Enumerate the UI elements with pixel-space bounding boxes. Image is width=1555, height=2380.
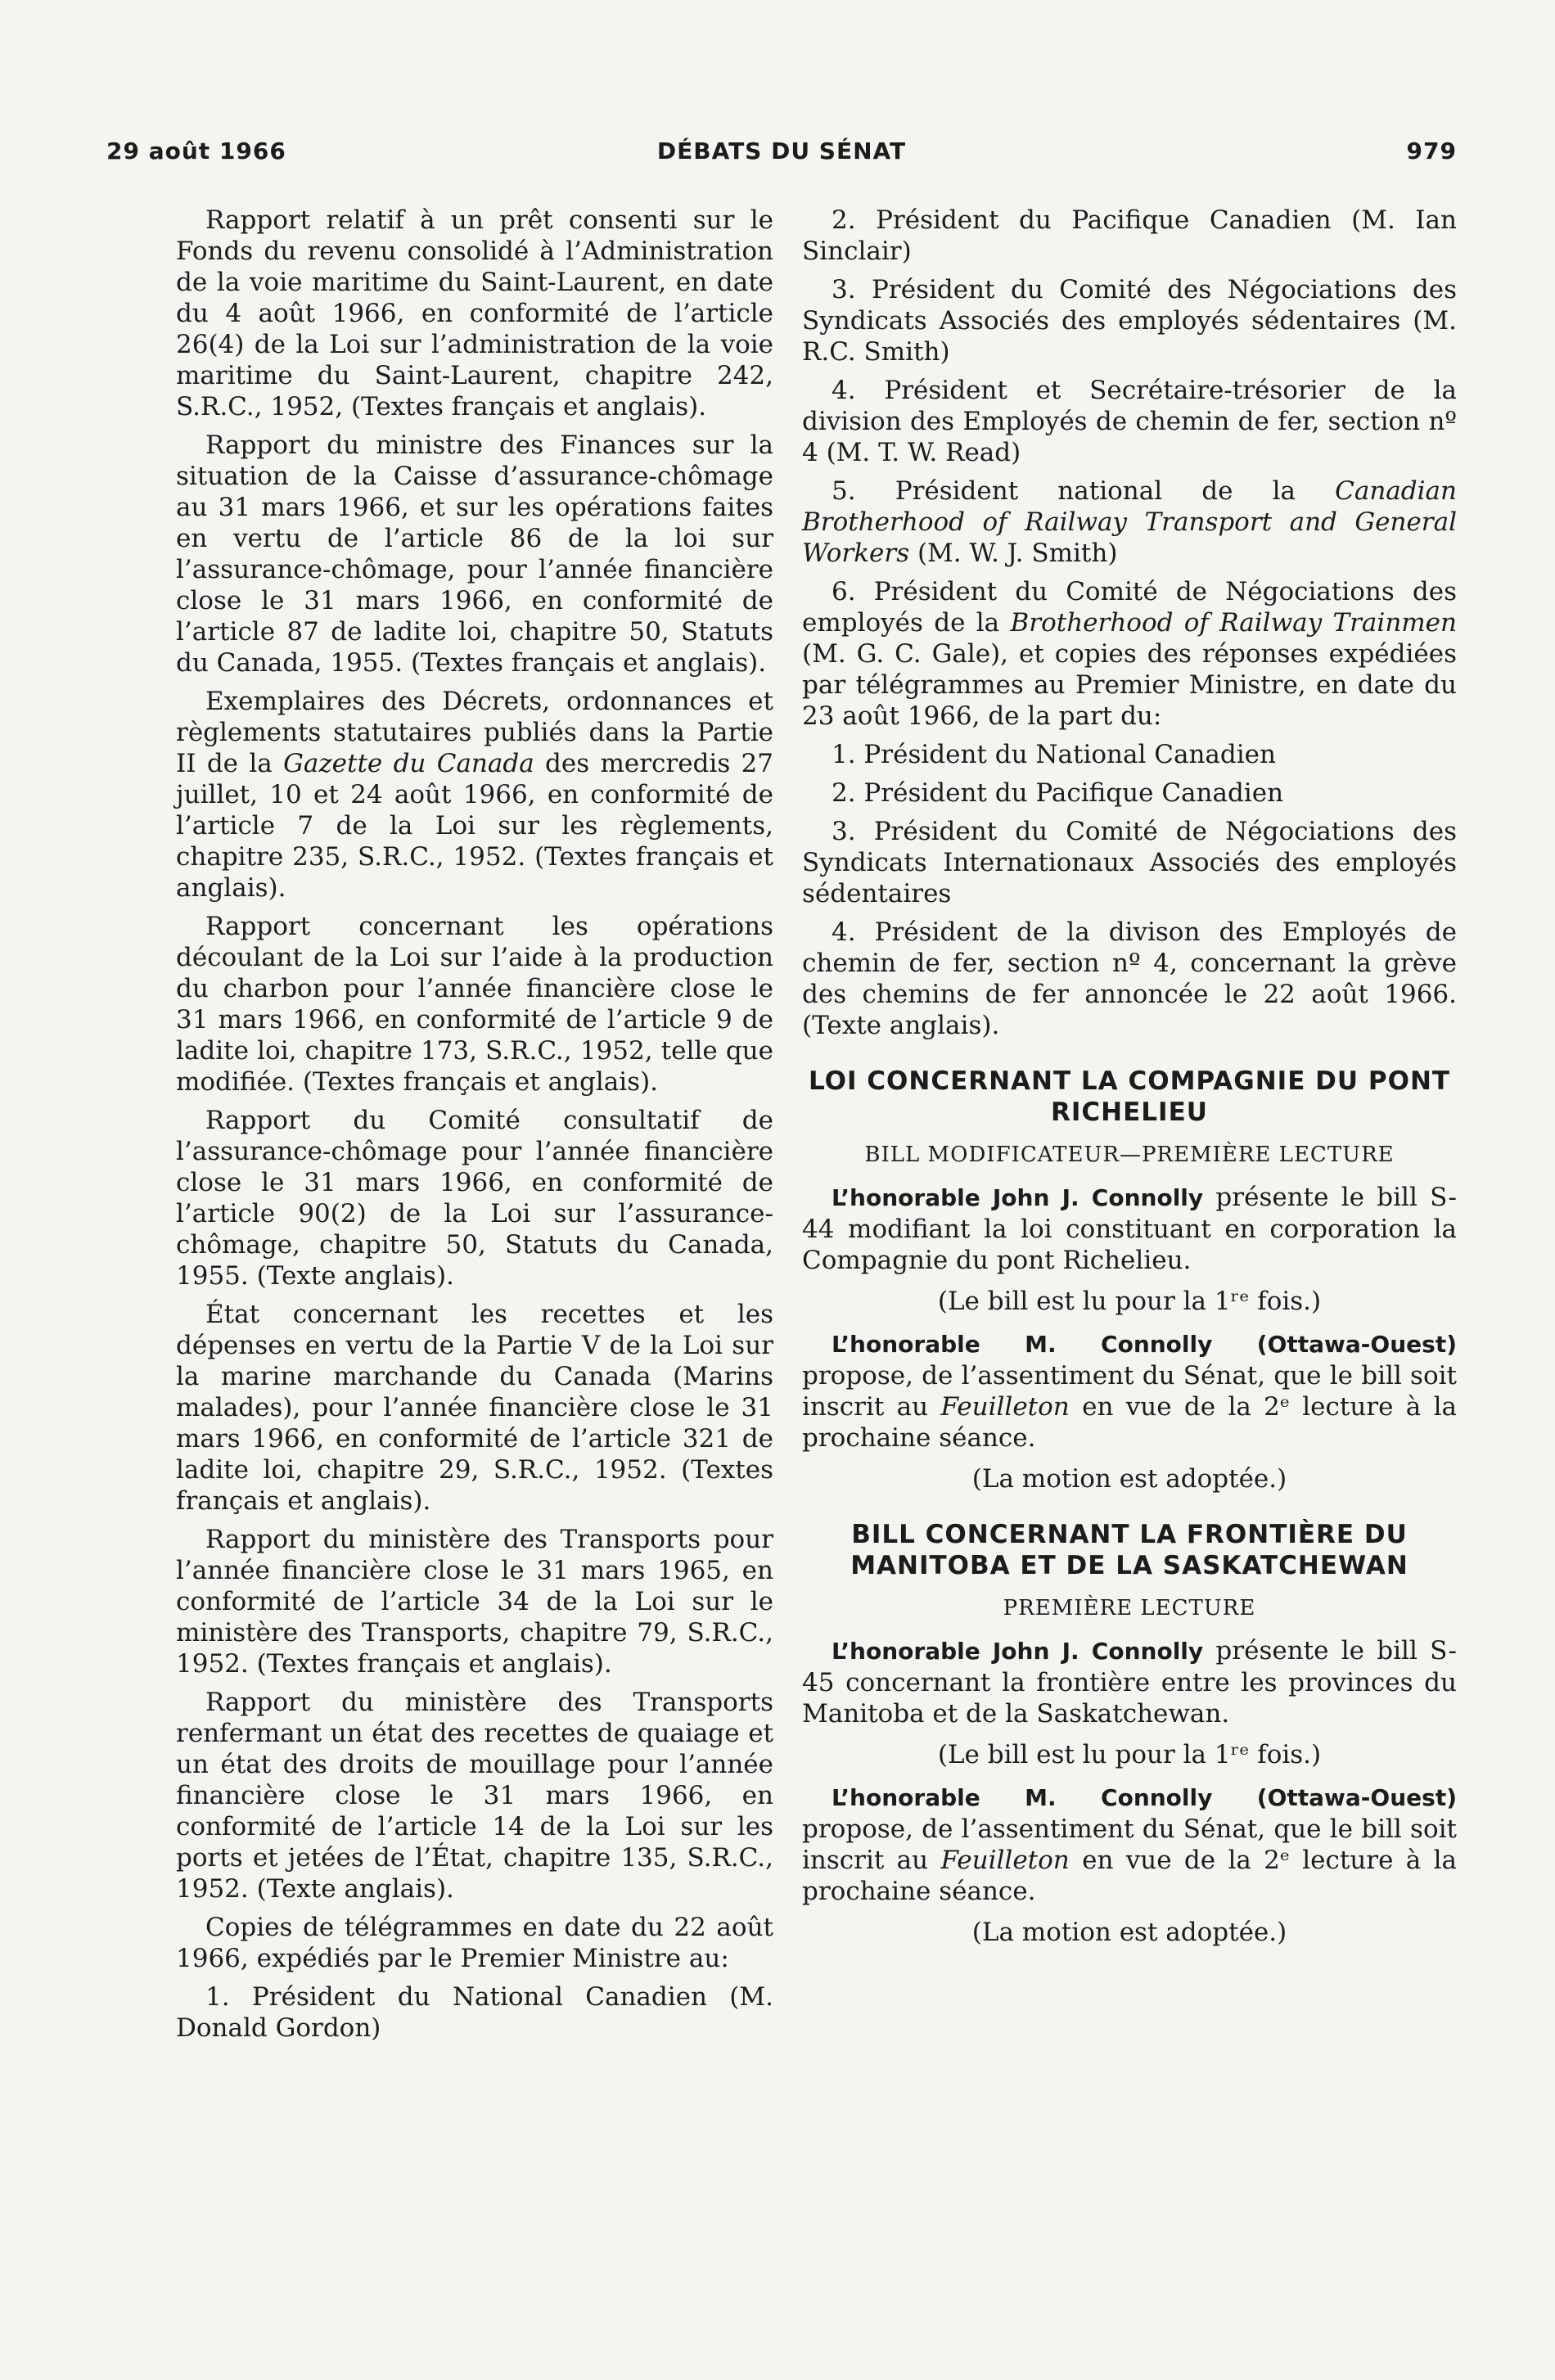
- page-title: DÉBATS DU SÉNAT: [656, 137, 907, 165]
- paragraph: L’honorable M. Connolly (Ottawa-Ouest) propose, de l’assentiment du Sénat, que le bill soit inscrit au Feuilleton en vue de la 2ᵉ lecture à la prochaine séance.: [802, 1331, 1457, 1453]
- list-item: 3. Président du Comité de Négociations des Syndicats Internationaux Associés des employés sédentaires: [802, 817, 1457, 908]
- list-item: 3. Président du Comité des Négociations des Syndicats Associés des employés sédentaires (M. R.C. Smith): [802, 275, 1457, 367]
- list-item: 1. Président du National Canadien (M. Donald Gordon): [176, 1982, 773, 2043]
- paragraph: Rapport concernant les opérations découlant de la Loi sur l’aide à la production du charbon pour l’année financière close le 31 mars 1966, en conformité de l’article 9 de ladite loi, chapitre 173, S.R.C., 1952, telle que modifiée. (Textes français et anglais).: [176, 912, 773, 1097]
- speaker-name: L’honorable M. Connolly (Ottawa-Ouest): [832, 1331, 1457, 1358]
- speaker-name: L’honorable John J. Connolly: [832, 1638, 1204, 1665]
- paragraph: Exemplaires des Décrets, ordonnances et règlements statutaires publiés dans la Partie II de la Gazette du Canada des mercredis 27 juillet, 10 et 24 août 1966, en conformité de l’article 7 de la Loi sur les règlements, chapitre 235, S.R.C., 1952. (Textes français et anglais).: [176, 687, 774, 903]
- paragraph: Rapport du ministère des Transports renfermant un état des recettes de quaiage et un état des droits de mouillage pour l’année financière close le 31 mars 1966, en conformité de l’article 14 de la Loi sur les ports et jetées de l’État, chapitre 135, S.R.C., 1952. (Texte anglais).: [176, 1688, 773, 1904]
- list-item: 4. Président et Secrétaire-trésorier de la division des Employés de chemin de fer, section nº 4 (M. T. W. Read): [802, 376, 1457, 467]
- paragraph: L’honorable John J. Connolly présente le bill S-44 modifiant la loi constituant en corporation la Compagnie du pont Richelieu.: [802, 1183, 1457, 1275]
- list-item: 5. Président national de la Canadian Brotherhood of Railway Transport and General Workers (M. W. J. Smith): [802, 476, 1457, 568]
- list-item: 2. Président du Pacifique Canadien: [832, 778, 1284, 808]
- paragraph: Rapport du Comité consultatif de l’assurance-chômage pour l’année financière close le 31 mars 1966, en conformité de l’article 90(2) de la Loi sur l’assurance-chômage, chapitre 50, Statuts du Canada, 1955. (Texte anglais).: [176, 1106, 773, 1291]
- left-column: [176, 205, 773, 2051]
- procedural-note: (La motion est adoptée.): [971, 1918, 1287, 1947]
- section-heading: BILL CONCERNANT LA FRONTIÈRE DU MANITOBA ET DE LA SASKATCHEWAN: [850, 1520, 1409, 1580]
- right-column: [802, 205, 1457, 1959]
- paragraph: État concernant les recettes et les dépenses en vertu de la Partie V de la Loi sur la marine marchande du Canada (Marins malades), pour l’année financière close le 31 mars 1966, en conformité de l’article 321 de ladite loi, chapitre 29, S.R.C., 1952. (Textes français et anglais).: [176, 1300, 773, 1516]
- paragraph: Rapport du ministère des Transports pour l’année financière close le 31 mars 1965, en conformité de l’article 34 de la Loi sur le ministère des Transports, chapitre 79, S.R.C., 1952. (Textes français et anglais).: [176, 1525, 773, 1679]
- list-item: 2. Président du Pacifique Canadien (M. Ian Sinclair): [802, 205, 1457, 266]
- page-number: 979: [1406, 137, 1457, 165]
- section-subheading: BILL MODIFICATEUR—PREMIÈRE LECTURE: [864, 1143, 1395, 1167]
- paragraph: Rapport du ministre des Finances sur la situation de la Caisse d’assurance-chômage au 31 mars 1966, et sur les opérations faites en vertu de l’article 86 de la loi sur l’assurance-chômage, pour l’année financière close le 31 mars 1966, en conformité de l’article 87 de ladite loi, chapitre 50, Statuts du Canada, 1955. (Textes français et anglais).: [176, 430, 773, 678]
- page-header: [106, 137, 1457, 170]
- speaker-name: L’honorable John J. Connolly: [832, 1184, 1204, 1211]
- section-subheading: PREMIÈRE LECTURE: [1003, 1596, 1256, 1620]
- procedural-note: (Le bill est lu pour la 1ʳᵉ fois.): [937, 1740, 1322, 1769]
- section-heading: LOI CONCERNANT LA COMPAGNIE DU PONT RICHELIEU: [808, 1066, 1451, 1127]
- paragraph: Rapport relatif à un prêt consenti sur le Fonds du revenu consolidé à l’Administration de la voie maritime du Saint-Laurent, en date du 4 août 1966, en conformité de l’article 26(4) de la Loi sur l’administration de la voie maritime du Saint-Laurent, chapitre 242, S.R.C., 1952, (Textes français et anglais).: [176, 205, 773, 421]
- paragraph: L’honorable John J. Connolly présente le bill S-45 concernant la frontière entre les provinces du Manitoba et de la Saskatchewan.: [802, 1636, 1457, 1729]
- list-item: 1. Président du National Canadien: [832, 740, 1276, 769]
- speaker-name: L’honorable M. Connolly (Ottawa-Ouest): [832, 1784, 1457, 1811]
- paragraph: L’honorable M. Connolly (Ottawa-Ouest) propose, de l’assentiment du Sénat, que le bill soit inscrit au Feuilleton en vue de la 2ᵉ lecture à la prochaine séance.: [802, 1784, 1457, 1906]
- procedural-note: (Le bill est lu pour la 1ʳᵉ fois.): [937, 1287, 1322, 1316]
- procedural-note: (La motion est adoptée.): [971, 1464, 1287, 1494]
- paragraph: Copies de télégrammes en date du 22 août 1966, expédiés par le Premier Ministre au:: [176, 1913, 773, 1973]
- list-item: 4. Président de la divison des Employés de chemin de fer, section nº 4, concernant la grève des chemins de fer annoncée le 22 août 1966. (Texte anglais).: [802, 917, 1457, 1040]
- page-date: 29 août 1966: [106, 137, 286, 165]
- list-item: 6. Président du Comité de Négociations des employés de la Brotherhood of Railway Trainmen (M. G. C. Gale), et copies des réponses expédiées par télégrammes au Premier Ministre, en date du 23 août 1966, de la part du:: [802, 577, 1457, 731]
